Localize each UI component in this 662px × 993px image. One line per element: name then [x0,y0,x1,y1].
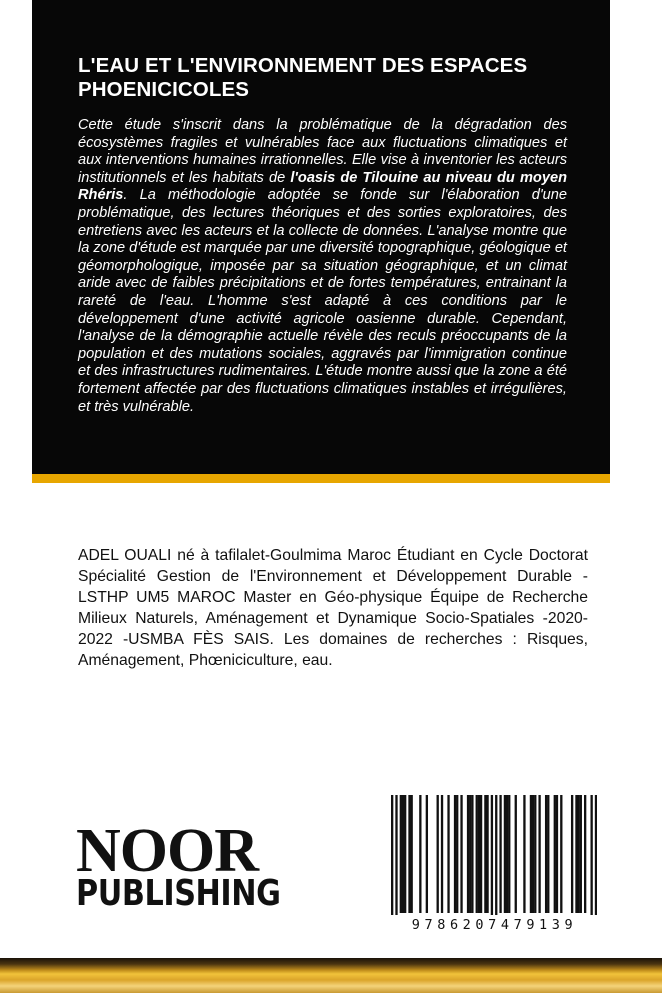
barcode-bar [408,795,410,913]
barcode-bar [441,795,443,913]
barcode [383,792,604,934]
barcode-bar [391,795,393,915]
barcode-bar [484,795,486,913]
barcode-bar [402,795,404,913]
publisher-logo-publishing: PUBLISHING [76,873,281,914]
barcode-bar [495,795,497,915]
barcode-bar [437,795,439,913]
barcode-bar [460,795,462,913]
barcode-bar [426,795,428,913]
barcode-bar [478,795,480,913]
barcode-bar [395,795,397,915]
barcode-bar [411,795,413,913]
bottom-gold-strip [0,958,662,993]
barcode-bar [454,795,456,913]
barcode-bar [530,795,532,913]
barcode-bar [504,795,506,913]
accent-bar [32,474,610,483]
barcode-bar [506,795,508,913]
barcode-bar [480,795,482,913]
barcode-bar [584,795,586,913]
barcode-bar [580,795,582,913]
book-abstract [78,117,567,416]
barcode-bar [499,795,501,913]
barcode-bar [419,795,421,913]
publisher-logo-noor: NOOR [76,817,258,885]
barcode-bar [471,795,473,913]
barcode-bar [456,795,458,913]
barcode-bar [545,795,547,913]
barcode-bar [547,795,549,913]
book-title: L'EAU ET L'ENVIRONNEMENT DES ESPACES PHOENICICOLES [78,54,528,101]
barcode-bar [575,795,577,913]
barcode-bar [571,795,573,913]
barcode-bar [447,795,449,913]
isbn-number: 9786207479139 [411,917,578,933]
barcode-bar [467,795,469,913]
author-bio: ADEL OUALI né à tafilalet-Goulmima Maroc Étudiant en Cycle Doctorat Spécialité Gestion de l'Environnement et Développement Durable - LSTHP UM5 MAROC Master en Géo-physique Équipe de Recherche Milieux Naturels, Aménagement et Dynamique Socio-Spatiales -2020-2022 -USMBA FÈS SAIS. Les domaines de recherches : Risques, Aménagement, Phœniciculture, eau. [78,547,588,669]
barcode-bar [577,795,579,913]
barcode-bar [532,795,534,913]
barcode-bars [391,795,597,915]
abstract-emphasis: l'oasis de Tilouine au niveau du moyen Rhéris [78,169,567,204]
barcode-bar [590,795,592,915]
barcode-bar [400,795,402,913]
barcode-bar [476,795,478,913]
barcode-bar [595,795,597,915]
barcode-bar [554,795,556,913]
barcode-bar [491,795,493,915]
abstract-text-part2: . La méthodologie adoptée se fonde sur l'élaboration d'une problématique, des lectures théoriques et des sorties exploratoires, des entretiens avec les acteurs et la collecte de données. L'analyse montre que la zone d'étude est marquée par une diversité topographique, géologique et géomorphologique, imposée par sa situation géographique, et un climat aride avec de faibles précipitations et de fortes températures, entrainant la rareté de l'eau. L'homme s'est adapté à ces conditions par le développement d'une activité agricole oasienne durable. Cependant, l'analyse de la démographie actuelle révèle des reculs préoccupants de la population et des mutations sociales, aggravés par l'immigration continue et des infrastructures rudimentaires. L'étude montre aussi que la zone a été fortement affectée par des fluctuations climatiques instables et irrégulières, et très vulnérable. [78,187,567,415]
barcode-bar [486,795,488,913]
barcode-bar [534,795,536,913]
barcode-bar [404,795,406,913]
barcode-bar [469,795,471,913]
abstract-text-part1: Cette étude s'inscrit dans la problématique de la dégradation des écosystèmes fragiles et vulnérables face aux fluctuations climatiques et aux interventions humaines irrationnelles. Elle vise à inventorier les acteurs institutionnels et les habitats de [78,117,567,186]
barcode-bar [523,795,525,913]
barcode-bar [556,795,558,913]
barcode-bar [508,795,510,913]
barcode-bar [560,795,562,913]
barcode-bar [515,795,517,913]
barcode-bar [538,795,540,913]
